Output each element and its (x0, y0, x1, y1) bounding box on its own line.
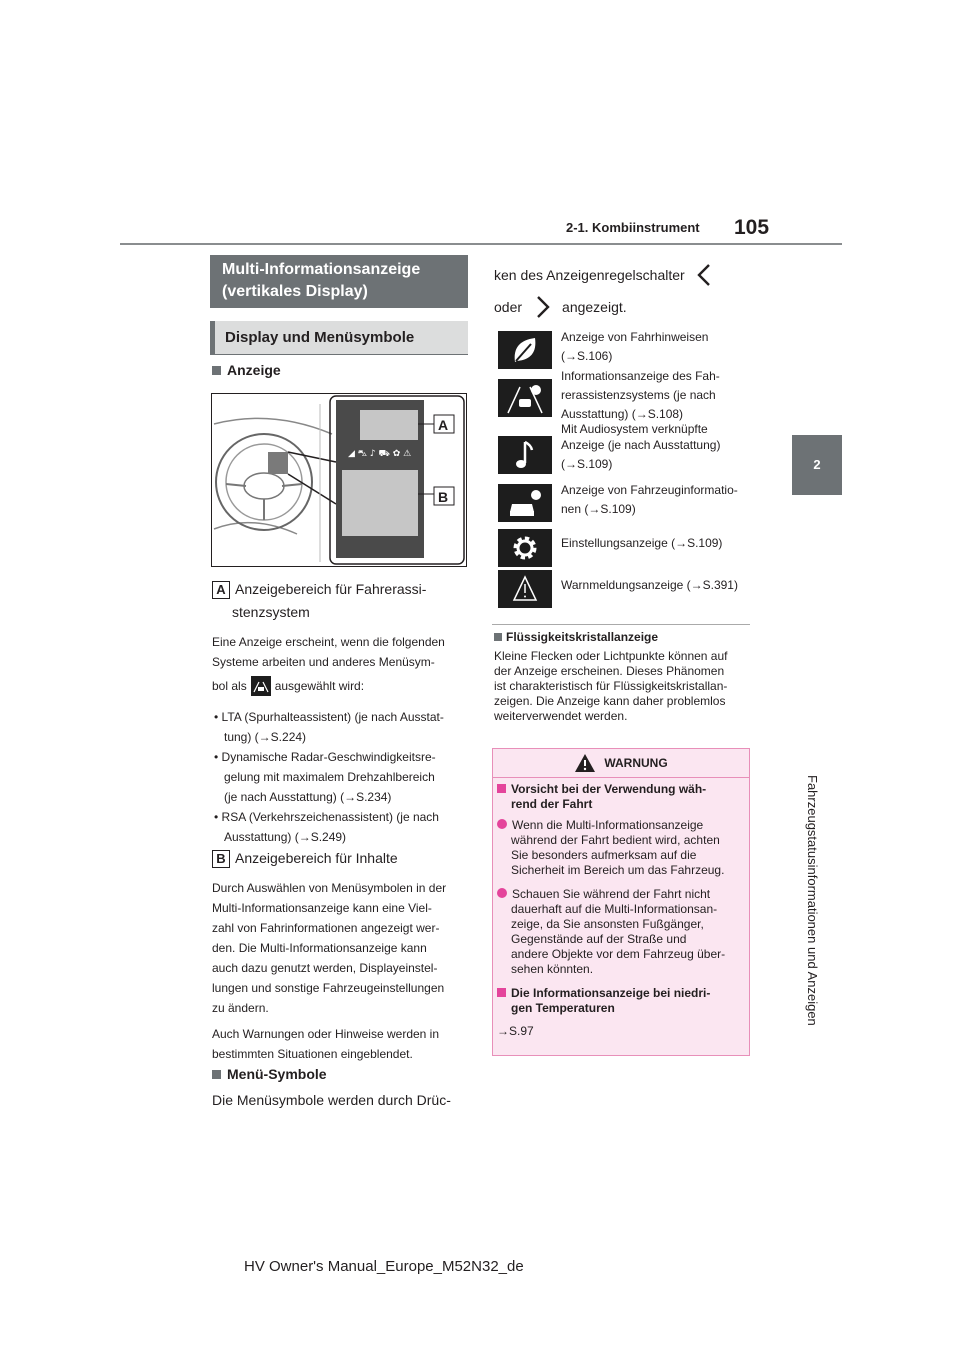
page-number: 105 (734, 216, 770, 239)
svg-text:◢ ⛍ ♪ ⛟ ✿ ⚠: ◢ ⛍ ♪ ⛟ ✿ ⚠ (348, 449, 412, 459)
menu-desc-driver-assist (561, 367, 753, 424)
warning-line: Sicherheit im Bereich um das Fahrzeug. (511, 863, 725, 877)
driver-assist-icon (251, 676, 271, 696)
paragraph-a-post: ausgewählt wird: (274, 679, 365, 693)
heading-display-menu: Display und Menüsymbole (210, 321, 468, 354)
menu-desc-line: Anzeige von Fahrzeuginformatio- (561, 483, 738, 497)
warning-heading-line: Vorsicht bei der Verwendung wäh- (511, 782, 707, 796)
paragraph-a-line: Systeme arbeiten und anderes Menüsym- (212, 655, 435, 669)
paragraph-b-line: den. Die Multi-Informationsanzeige kann (212, 941, 427, 955)
paragraph-b-line: lungen und sonstige Fahrzeugeinstellungen (212, 981, 445, 995)
lcd-line: Kleine Flecken oder Lichtpunkte können auf (494, 649, 728, 663)
warning-title: WARNUNG (604, 756, 668, 770)
footer-manual-id: HV Owner's Manual_Europe_M52N32_de (244, 1258, 524, 1275)
lcd-line: weiterverwendet werden. (494, 709, 628, 723)
menu-desc-line: Informationsanzeige des Fah- (561, 369, 720, 383)
warning-triangle-icon (498, 570, 552, 608)
paragraph-b-line: Multi-Informationsanzeige kann eine Viel- (212, 901, 432, 915)
menu-desc-line: (→S.109) (561, 457, 613, 471)
lcd-heading-text: Flüssigkeitskristallanzeige (506, 630, 659, 644)
figure-label-b: B (438, 489, 449, 505)
warning-line: andere Objekte vor dem Fahrzeug über- (511, 947, 726, 961)
menu-desc-line: Einstellungsanzeige (→S.109) (561, 536, 723, 550)
badge-b: B (212, 850, 230, 868)
menu-desc-line: Mit Audiosystem verknüpfte (561, 422, 708, 436)
item-b-title: Anzeigebereich für Inhalte (235, 850, 398, 866)
warning-point-1 (497, 818, 745, 878)
subheading-menu (212, 1066, 327, 1082)
list-item (212, 807, 474, 847)
car-info-icon (498, 484, 552, 522)
list-item-line: (je nach Ausstattung) (→S.234) (224, 790, 392, 804)
bullet-list (212, 707, 474, 847)
figure-label-a: A (438, 417, 449, 433)
menu-intro: Die Menüsymbole werden durch Drüc- (212, 1092, 451, 1108)
paragraph-a-pre: bol als (212, 679, 247, 693)
list-item (212, 747, 474, 807)
warning-triangle-icon (574, 753, 596, 773)
paragraph-b-line: Durch Auswählen von Menüsymbolen in der (212, 881, 447, 895)
menu-desc-line: Anzeige von Fahrhinweisen (561, 330, 709, 344)
lcd-paragraph (494, 649, 754, 724)
warning-line: Sie besonders aufmerksam auf die (511, 848, 697, 862)
gear-icon (498, 529, 552, 567)
item-a-title-1: Anzeigebereich für Fahrerassi- (235, 581, 427, 597)
warning-line: Schauen Sie während der Fahrt nicht (512, 887, 711, 901)
menu-desc-line: (→S.106) (561, 349, 613, 363)
paragraph-b-line: auch dazu genutzt werden, Displayeinstel- (212, 961, 438, 975)
continuation-text-2a: oder (494, 299, 523, 315)
menu-desc-line: Ausstattung) (→S.108) (561, 407, 684, 421)
warning-point-2 (497, 887, 745, 977)
header-rule (120, 243, 842, 245)
warning-heading-2 (497, 986, 745, 1016)
dashboard-figure (211, 393, 467, 567)
driver-assist-icon (498, 379, 552, 417)
continuation-text-1: ken des Anzeigenregelschalter (494, 267, 685, 283)
pink-dot-icon (497, 888, 507, 898)
item-a-title-2: stenzsystem (232, 604, 310, 620)
paragraph-b2-line: bestimmten Situationen eingeblendet. (212, 1047, 413, 1061)
menu-desc-leaf (561, 328, 753, 366)
heading-multi-info: Multi-Informationsanzeige (vertikales Display) (210, 255, 468, 308)
continuation-line-1 (494, 262, 717, 288)
dashboard-illustration (212, 394, 466, 566)
leaf-icon (498, 331, 552, 369)
warning-reference[interactable]: →S.97 (497, 1024, 534, 1038)
lcd-heading (494, 630, 658, 644)
paragraph-a-line: Eine Anzeige erscheint, wenn die folgenden (212, 635, 445, 649)
menu-desc-settings (561, 534, 753, 553)
warning-line: Gegenstände auf der Straße und (511, 932, 687, 946)
square-bullet-icon (212, 366, 221, 375)
item-a (212, 577, 426, 601)
list-item-line: • LTA (Spurhalteassistent) (je nach Ausstat- (214, 710, 444, 724)
subheading-anzeige-text: Anzeige (227, 362, 281, 378)
warning-heading-line: Die Informationsanzeige bei niedri- (511, 986, 711, 1000)
pink-square-icon (497, 988, 506, 997)
list-item-line: Ausstattung) (→S.249) (224, 830, 347, 844)
warning-heading-line: gen Temperaturen (511, 1001, 615, 1015)
paragraph-a-icon-line (212, 676, 364, 696)
menu-desc-vehicle-info (561, 481, 753, 519)
warning-line: sehen könnten. (511, 962, 594, 976)
warning-content (497, 782, 745, 1039)
square-bullet-icon (212, 1070, 221, 1079)
chapter-tab: 2 (792, 435, 842, 495)
paragraph-b2-line: Auch Warnungen oder Hinweise werden in (212, 1027, 440, 1041)
lcd-line: ist charakteristisch für Flüssigkeitskristallan- (494, 679, 728, 693)
chapter-tab-label: Fahrzeugstatusinformationen und Anzeigen (805, 775, 820, 1026)
warning-heading-1 (497, 782, 745, 812)
pink-dot-icon (497, 819, 507, 829)
divider (492, 624, 750, 625)
paragraph-b (212, 878, 474, 1064)
list-item-line: • RSA (Verkehrszeichenassistent) (je nach (214, 810, 439, 824)
continuation-text-2b: angezeigt. (562, 299, 627, 315)
list-item-line: • Dynamische Radar-Geschwindigkeitsre- (214, 750, 436, 764)
lcd-line: zeigen. Die Anzeige kann daher problemlos (494, 694, 726, 708)
pink-square-icon (497, 784, 506, 793)
list-item-line: gelung mit maximalem Drehzahlbereich (224, 770, 435, 784)
continuation-line-2 (494, 294, 627, 320)
square-bullet-icon (494, 633, 502, 641)
chevron-left-icon (693, 262, 717, 288)
paragraph-b-line: zahl von Fahrinformationen angezeigt wer- (212, 921, 440, 935)
lcd-line: der Anzeige erscheinen. Dieses Phänomen (494, 664, 725, 678)
warning-line: während der Fahrt bedient wird, achten (511, 833, 720, 847)
music-note-icon (498, 436, 552, 474)
paragraph-b-line: zu ändern. (212, 1001, 269, 1015)
menu-desc-audio (561, 422, 753, 474)
chevron-right-icon (530, 294, 554, 320)
list-item (212, 707, 474, 747)
warning-heading-line: rend der Fahrt (511, 797, 593, 811)
badge-a: A (212, 581, 230, 599)
warning-header (493, 749, 749, 778)
menu-desc-line: Anzeige (je nach Ausstattung) (561, 438, 721, 452)
paragraph-a (212, 632, 472, 672)
menu-desc-line: nen (→S.109) (561, 502, 636, 516)
warning-line: Wenn die Multi-Informationsanzeige (512, 818, 704, 832)
subheading-menu-text: Menü-Symbole (227, 1066, 327, 1082)
menu-desc-warnings (561, 576, 753, 595)
section-title: 2-1. Kombiinstrument (566, 220, 700, 235)
menu-desc-line: Warnmeldungsanzeige (→S.391) (561, 578, 738, 592)
heading-rule (210, 354, 468, 355)
subheading-anzeige (212, 362, 281, 378)
list-item-line: tung) (→S.224) (224, 730, 307, 744)
warning-line: zeige, da Sie ansonsten Fußgänger, (511, 917, 704, 931)
item-b (212, 850, 398, 868)
menu-desc-line: rerassistenzsystems (je nach (561, 388, 716, 402)
warning-line: dauerhaft auf die Multi-Informationsan- (511, 902, 718, 916)
